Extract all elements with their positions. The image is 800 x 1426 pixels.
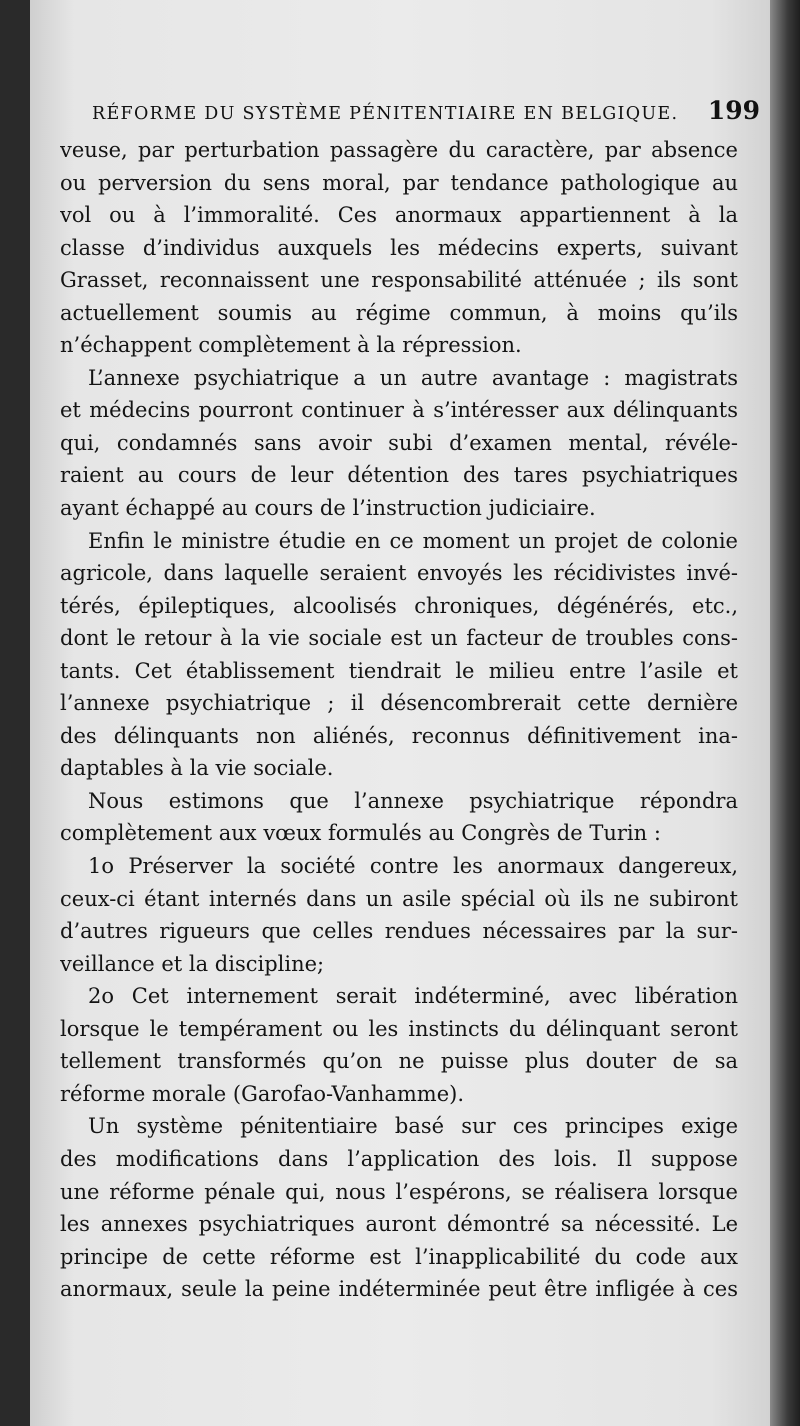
- text-line: daptables à la vie sociale.: [60, 756, 334, 781]
- text-line: dont le retour à la vie sociale est un facteur de troubles cons-: [60, 626, 738, 651]
- text-line: raient au cours de leur détention des tares psychiatriques: [60, 463, 738, 488]
- text-line: réforme morale (Garofao-Vanhamme).: [60, 1081, 464, 1106]
- text-line: Nous estimons que l’annexe psychiatrique répondra: [88, 788, 738, 813]
- text-line: n’échappent complètement à la répression.: [60, 333, 522, 358]
- text-line: vol ou à l’immoralité. Ces anormaux appartiennent à la: [60, 203, 738, 228]
- text-line: tants. Cet établissement tiendrait le milieu entre l’asile et: [60, 658, 738, 683]
- page-header: [92, 96, 772, 130]
- text-line: complètement aux vœux formulés au Congrès de Turin :: [60, 821, 661, 846]
- text-line: veillance et la discipline;: [60, 951, 325, 976]
- text-line: veuse, par perturbation passagère du caractère, par absence: [60, 138, 738, 162]
- text-line: une réforme pénale qui, nous l’espérons, se réalisera lorsque: [60, 1179, 738, 1204]
- text-line: tellement transformés qu’on ne puisse plus douter de sa: [60, 1049, 738, 1074]
- text-line: Grasset, reconnaissent une responsabilité atténuée ; ils sont: [60, 268, 738, 293]
- text-line: les annexes psychiatriques auront démontré sa nécessité. Le: [60, 1212, 738, 1237]
- text-line: actuellement soumis au régime commun, à moins qu’ils: [60, 300, 738, 325]
- text-line: térés, épileptiques, alcoolisés chroniques, dégénérés, etc.,: [60, 593, 738, 618]
- text-line: Enfin le ministre étudie en ce moment un projet de colonie: [88, 528, 738, 553]
- running-title: RÉFORME DU SYSTÈME PÉNITENTIAIRE EN BELGIQUE.: [92, 104, 679, 124]
- text-line: classe d’individus auxquels les médecins experts, suivant: [60, 235, 738, 260]
- text-line: et médecins pourront continuer à s’intéresser aux délinquants: [60, 398, 738, 423]
- text-line: qui, condamnés sans avoir subi d’examen mental, révéle-: [60, 430, 738, 455]
- text-line: des modifications dans l’application des lois. Il suppose: [60, 1146, 738, 1171]
- text-line: l’annexe psychiatrique ; il désencombrerait cette dernière: [60, 691, 738, 716]
- text-line: ou perversion du sens moral, par tendance pathologique au: [60, 170, 738, 195]
- text-line: d’autres rigueurs que celles rendues nécessaires par la sur-: [60, 919, 738, 944]
- text-line: ayant échappé au cours de l’instruction judiciaire.: [60, 496, 596, 521]
- text-line: anormaux, seule la peine indéterminée peut être infligée à ces: [60, 1277, 738, 1302]
- text-line: des délinquants non aliénés, reconnus définitivement ina-: [60, 723, 738, 748]
- page-number: 199: [707, 96, 760, 125]
- text-line: ceux-ci étant internés dans un asile spécial où ils ne subiront: [60, 886, 738, 911]
- text-line: 2o Cet internement serait indéterminé, avec libération: [88, 984, 738, 1009]
- text-line: principe de cette réforme est l’inapplicabilité du code aux: [60, 1244, 738, 1269]
- page-shadow-edge: [770, 0, 800, 1426]
- body-text: [60, 134, 738, 1306]
- text-line: lorsque le tempérament ou les instincts du délinquant seront: [60, 1016, 738, 1041]
- text-line: Un système pénitentiaire basé sur ces principes exige: [88, 1114, 738, 1139]
- text-line: 1o Préserver la société contre les anormaux dangereux,: [88, 854, 738, 879]
- text-line: agricole, dans laquelle seraient envoyés les récidivistes invé-: [60, 561, 738, 586]
- text-line: L’annexe psychiatrique a un autre avantage : magistrats: [88, 365, 738, 390]
